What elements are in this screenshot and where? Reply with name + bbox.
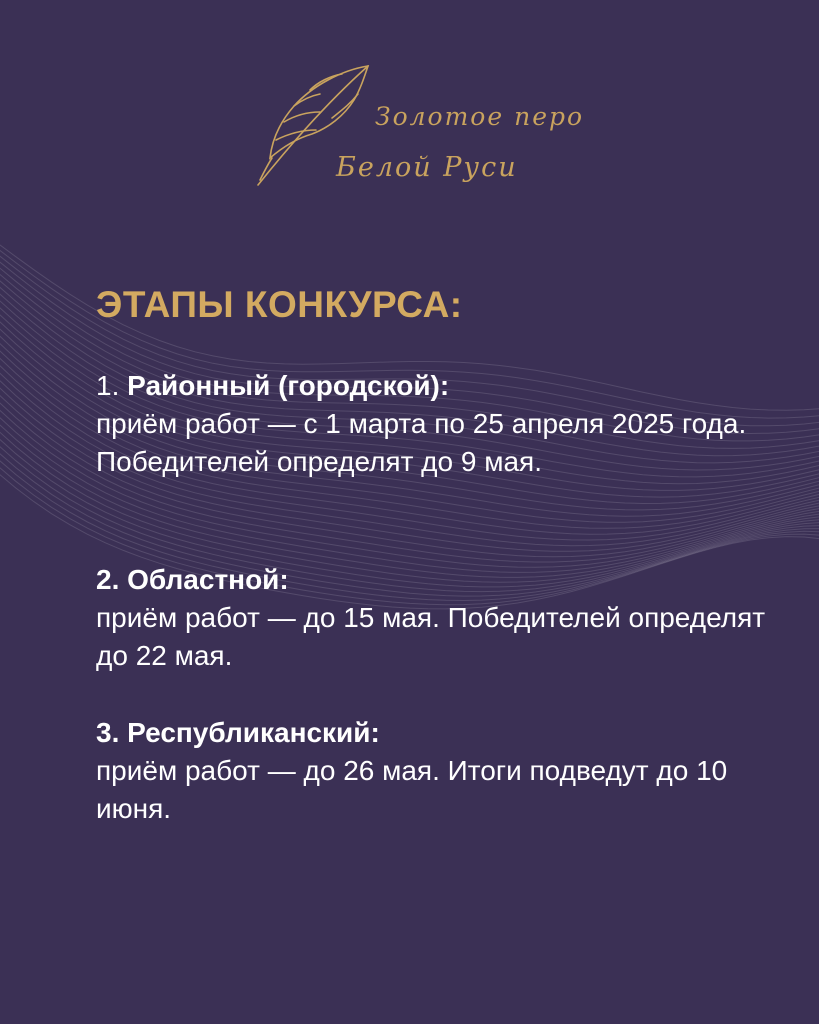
logo-text-line1: Золотое перо bbox=[375, 102, 585, 131]
stage-1-name: Районный (городской): bbox=[127, 370, 450, 401]
stage-3-number: 3. bbox=[96, 717, 120, 748]
logo bbox=[250, 60, 600, 195]
stage-2-name: Областной: bbox=[127, 564, 289, 595]
stage-3 bbox=[96, 714, 776, 828]
stage-3-name: Республиканский: bbox=[127, 717, 380, 748]
stage-2-heading bbox=[96, 561, 776, 599]
stage-3-description: приём работ — до 26 мая. Итоги подведут до 10 июня. bbox=[96, 755, 728, 824]
stage-1-description: приём работ — с 1 марта по 25 апреля 2025 года. Победителей определят до 9 мая. bbox=[96, 408, 747, 477]
stage-2 bbox=[96, 561, 776, 675]
page-title: ЭТАПЫ КОНКУРСА: bbox=[96, 284, 463, 325]
stage-1 bbox=[96, 367, 776, 481]
stage-2-description: приём работ — до 15 мая. Победителей определят до 22 мая. bbox=[96, 602, 766, 671]
stage-3-heading bbox=[96, 714, 776, 752]
logo-text-line2: Белой Руси bbox=[336, 152, 518, 183]
stage-1-heading bbox=[96, 367, 776, 405]
stage-2-number: 2. bbox=[96, 564, 120, 595]
stage-1-number: 1. bbox=[96, 370, 120, 401]
